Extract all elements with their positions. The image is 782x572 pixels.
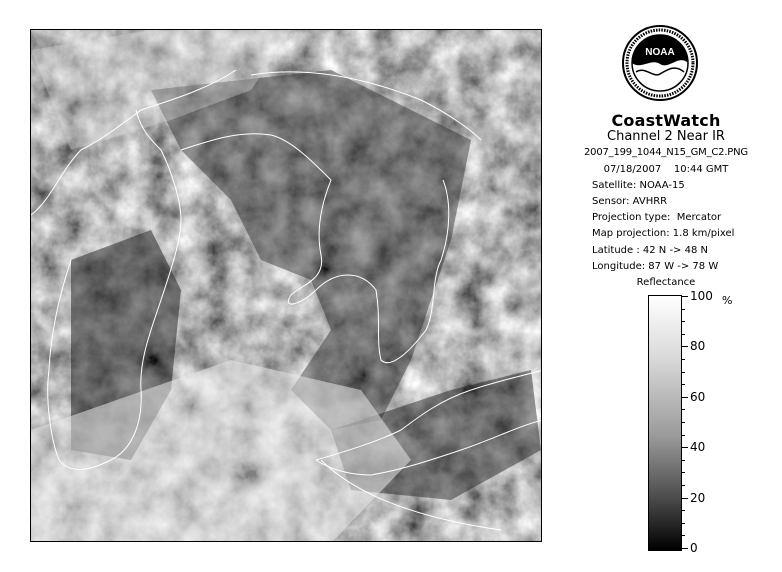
colorbar-title: Reflectance [636, 277, 696, 288]
colorbar-minor-tick [682, 321, 685, 322]
logo-text: NOAA [645, 47, 675, 58]
colorbar-minor-tick [682, 334, 685, 335]
colorbar-tick-mark [682, 447, 688, 448]
colorbar-unit: % [722, 294, 733, 307]
colorbar-tick-label: 80 [690, 339, 706, 354]
filename-label: 2007_199_1044_N15_GM_C2.PNG [584, 147, 748, 158]
noaa-logo [621, 24, 699, 102]
colorbar-minor-tick [682, 372, 685, 373]
reflectance-colorbar [648, 295, 682, 551]
colorbar-minor-tick [682, 535, 685, 536]
colorbar-minor-tick [682, 523, 685, 524]
colorbar-minor-tick [682, 359, 685, 360]
projection-type-label: Projection type: Mercator [592, 212, 722, 223]
satellite-image [30, 29, 542, 542]
colorbar-tick-label: 40 [690, 440, 706, 455]
datetime-label: 07/18/2007 10:44 GMT [603, 164, 729, 175]
colorbar-minor-tick [682, 409, 685, 410]
colorbar-minor-tick [682, 384, 685, 385]
colorbar-minor-tick [682, 309, 685, 310]
colorbar-minor-tick [682, 485, 685, 486]
colorbar-tick-mark [682, 498, 688, 499]
colorbar-minor-tick [682, 460, 685, 461]
app-title: CoastWatch [611, 111, 721, 130]
colorbar-minor-tick [682, 435, 685, 436]
colorbar-tick-mark [682, 397, 688, 398]
satellite-label: Satellite: NOAA-15 [592, 180, 685, 191]
noaa-logo-icon [621, 24, 699, 102]
colorbar-minor-tick [682, 510, 685, 511]
sensor-label: Sensor: AVHRR [592, 196, 668, 207]
channel-label: Channel 2 Near IR [607, 129, 725, 144]
latitude-label: Latitude : 42 N -> 48 N [592, 245, 708, 256]
colorbar-tick-mark [682, 548, 688, 549]
colorbar-tick-label: 100 [690, 289, 713, 303]
colorbar-tick-label: 20 [690, 490, 706, 505]
colorbar-tick-mark [682, 346, 688, 347]
colorbar-minor-tick [682, 472, 685, 473]
longitude-label: Longitude: 87 W -> 78 W [592, 261, 719, 272]
map-projection-label: Map projection: 1.8 km/pixel [592, 228, 735, 239]
colorbar-tick-label: 60 [690, 389, 706, 404]
colorbar-minor-tick [682, 422, 685, 423]
colorbar-tick-label: 0 [690, 541, 698, 555]
colorbar-tick-mark [682, 296, 688, 297]
satellite-image-svg [31, 30, 542, 542]
